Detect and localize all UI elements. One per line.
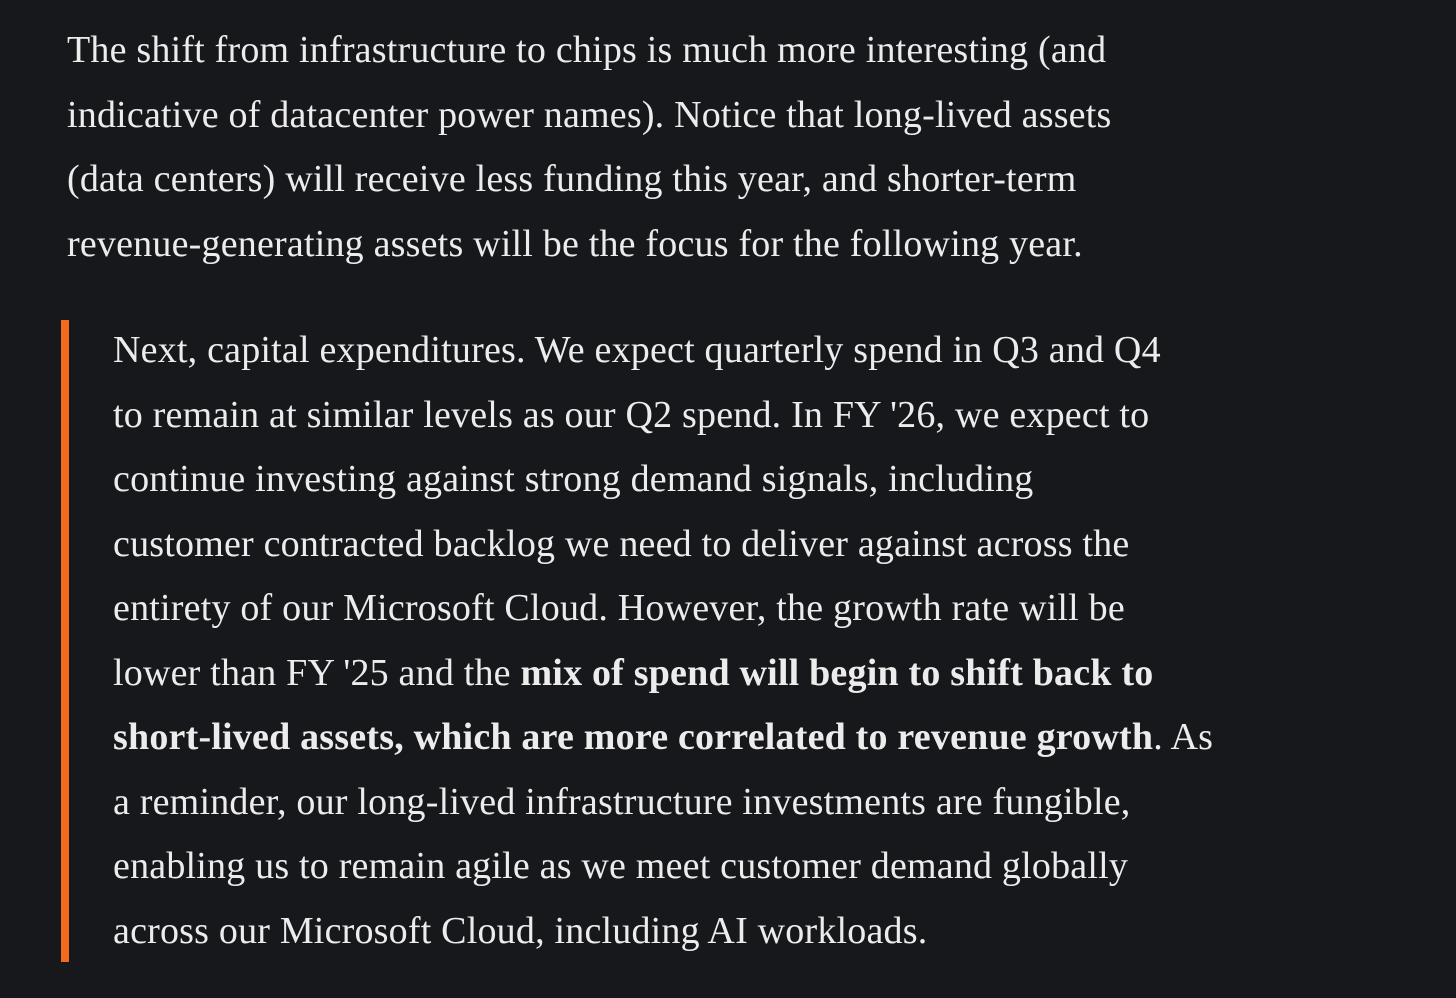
quote-line: continue investing against strong demand signals, including <box>113 458 1034 500</box>
quote-line: across our Microsoft Cloud, including AI workloads. <box>113 909 928 952</box>
quote-line: customer contracted backlog we need to deliver against across the <box>113 522 1130 565</box>
paragraph-line: indicative of datacenter power names). Notice that long-lived assets <box>67 93 1112 136</box>
quote-line: enabling us to remain agile as we meet customer demand globally <box>113 845 1129 887</box>
quote-line: a reminder, our long-lived infrastructure investments are fungible, <box>113 780 1131 823</box>
quote-line-mixed <box>113 705 1433 770</box>
body-paragraph <box>67 18 1367 276</box>
quote-line-mixed <box>113 641 1433 706</box>
paragraph-line: (data centers) will receive less funding this year, and shorter-term <box>67 158 1077 200</box>
quote-line: Next, capital expenditures. We expect quarterly spend in Q3 and Q4 <box>113 329 1161 371</box>
quote-line: to remain at similar levels as our Q2 spend. In FY '26, we expect to <box>113 393 1150 436</box>
quote-line: entirety of our Microsoft Cloud. However, the growth rate will be <box>113 587 1125 629</box>
paragraph-line: revenue-generating assets will be the focus for the following year. <box>67 222 1083 265</box>
quote-text: lower than FY '25 and the <box>113 651 521 694</box>
blockquote <box>113 318 1433 963</box>
quote-emphasis: short-lived assets, which are more correlated to revenue growth <box>113 716 1154 758</box>
quote-text: . As <box>1153 716 1214 758</box>
blockquote-accent-bar <box>61 320 69 962</box>
quote-emphasis: mix of spend will begin to shift back to <box>520 651 1154 694</box>
paragraph-line: The shift from infrastructure to chips is much more interesting (and <box>67 29 1107 71</box>
